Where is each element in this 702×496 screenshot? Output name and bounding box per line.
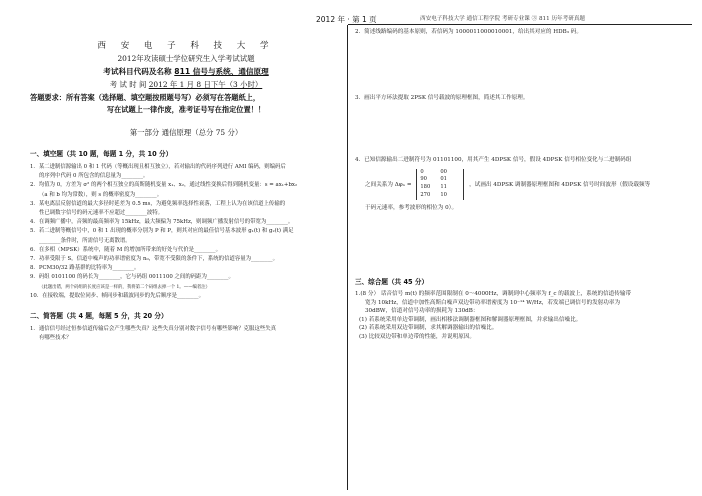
page-header-subject: 西安电子科技大学 通信工程学院 考研专业课 ③ 811 历年考研真题 — [420, 16, 586, 22]
sq4-relation-suffix: ，试画出 4DPSK 调制器原理框图和 4DPSK 信号时间波形（假设载频等 — [469, 181, 651, 188]
matrix-row: 270 10 — [420, 191, 447, 198]
q5-line-a: 5．若二进制等概信号中，0 和 1 出现的概率分别为 P 和 P，则其对应的最佳信号基本波形 g₁(t) 和 g₂(t) 满足 — [30, 228, 294, 235]
fill-question-5 — [30, 227, 342, 245]
short-question-1 — [30, 325, 342, 343]
cq1-part-3: (3) 比较双边带和单边带的性能，并说明原因。 — [359, 333, 475, 340]
page-header-label: 2012 年 · 第 1 页 — [316, 15, 377, 24]
sq4-relation-prefix: 之间关系为 Δφₙ = — [365, 181, 412, 188]
column-divider — [347, 25, 348, 490]
fill-question-4: 4．在调频广播中，音频的最高频率为 15kHz，最大频偏为 75kHz，则调频广播发射信号的带宽为________。 — [30, 219, 294, 226]
left-column — [30, 36, 342, 343]
fill-question-8: 8．PCM30/32 路基群的比特率为________。 — [30, 265, 140, 272]
part-title: 第一部分 通信原理（总分 75 分） — [129, 128, 243, 137]
q1-line-b: 的序列中代码 0 所包含的信息量为________。 — [39, 173, 149, 180]
q9-line-a: 9．码组 0101100 的码长为________，它与码组 0011100 之间的码距为________。 — [30, 274, 234, 281]
q5-line-b: ________条件时，所需信号无离散谱。 — [39, 237, 131, 244]
phase-mapping-matrix — [416, 169, 464, 200]
subject-name: 811 信号与系统、通信原理 — [174, 67, 269, 76]
notice-line-1: 答题要求：所有答案（选择题、填空题按照题号写）必须写在答题纸上， — [30, 93, 261, 102]
sq4-line-c: 于码元速率，参考波形的相位为 0）。 — [365, 204, 458, 211]
sq4-line-b — [355, 169, 690, 200]
section3-title: 三、综合题（共 45 分） — [355, 278, 429, 286]
header-rule — [348, 24, 692, 25]
fill-question-10: 10．在接收端，提取位同步、帧同步和载波同步的先后顺序是________。 — [30, 292, 204, 299]
q3-line-a: 3．某电离层反射信道的最大多径时延差为 0.5 ms，为避免频率选择性衰落，工程上认为在该信道上传输的 — [30, 200, 286, 207]
notice-line-2: 写在试题上一律作废，准考证号写在指定位置！！ — [106, 105, 266, 114]
fill-question-7: 7．功率受限于 S，信道中噪声的功率谱密度为 n₀，带宽不受限的条件下，系统的信道容量为________。 — [30, 256, 278, 263]
cq1-part-2: (2) 若系统采用双边带调制，求其解调器输出的信噪比。 — [359, 325, 498, 332]
fill-question-2 — [30, 181, 342, 199]
q1-line-a: 1．某二进制信源输出 0 和 1 代码（等概出现且相互独立），若对输出的代码序列进行 AMI 编码，则编码后 — [30, 164, 286, 170]
university-name: 西 安 电 子 科 技 大 学 — [97, 41, 275, 51]
short-question-4 — [355, 156, 690, 212]
cq1-line-a: 1.(8 分） 话音信号 m(t) 的频率范围限制在 0～4000Hz，调制到中心频率为 f_c 的载波上，系统的信道传输带 — [355, 291, 632, 297]
matrix-row: 180 11 — [420, 184, 447, 191]
q3-line-c: 性已调数字信号的码元速率不应超过________波特。 — [39, 210, 163, 217]
fill-question-6: 6．在多相（MPSK）系统中，随着 M 的增加所带来的好处与代价是________。 — [30, 246, 221, 253]
section1-title: 一、填空题（共 10 题，每题 1 分，共 10 分） — [30, 150, 173, 158]
sq4-line-a: 4．已知信源输出二进制符号为 01101100，用其产生 4DPSK 信号，假设 4DPSK 信号相位变化与二进制码组 — [355, 157, 632, 163]
q2-line-a: 2．均值为 0，方差为 σ² 的两个相互独立的高斯随机变量 x₁、x₂，通过线性变换后得到随机变量：s = ax₁+bx₂ — [30, 182, 298, 189]
exam-title: 2012年攻读硕士学位研究生入学考试试题 — [117, 54, 255, 63]
fill-question-1 — [30, 163, 342, 181]
cq1-line-b: 宽为 10kHz，信道中加性高斯白噪声双边带功率谱密度为 10⁻¹⁴ W/Hz，若发端已调信号的发射功率为 — [365, 299, 621, 306]
exam-time-value: 2012 年 1 月 8 日下午（3 小时） — [148, 80, 263, 89]
cq1-part-1: (1) 若系统采用单边带调制，画出相移法调制器框图和解调器原理框图，并求输出信噪比。 — [359, 316, 582, 323]
fill-question-9 — [30, 273, 342, 291]
section2-title: 二、简答题（共 4 题，每题 5 分，共 20 分） — [30, 312, 168, 321]
matrix-row: 0 00 — [420, 168, 447, 175]
comprehensive-question-1 — [355, 290, 690, 342]
sq1-line-a: 1．通信信号经过恒参信道传输后会产生哪些失真？这些失真分别对数字信号有哪些影响？克服这些失真 — [30, 326, 277, 333]
q2-line-b: （a 和 b 均为常数），则 s 的概率密度为________。 — [39, 191, 163, 198]
short-question-2: 2．简述线路编码的基本原则，若信码为 1000011000010001，给出其对应的 HDB₃ 码。 — [355, 29, 582, 35]
matrix-row: 90 01 — [420, 176, 447, 183]
exam-time-line — [30, 79, 342, 90]
q9-editor-note: （此题出错，两个码组的长度应该是一样的，我将第二个码组去掉一个 1。——编者注） — [39, 284, 211, 290]
subject-prefix: 考试科目代码及名称 — [103, 67, 172, 76]
fill-question-3 — [30, 200, 342, 218]
exam-time-label: 考 试 时 间 — [109, 80, 147, 89]
cq1-line-c: 30dBW，信道对信号功率的损耗为 130dB： — [365, 308, 479, 315]
short-question-3: 3．画出平方环法提取 2PSK 信号载波的原理框图，简述其工作原理。 — [355, 95, 529, 101]
subject-line — [30, 66, 342, 77]
sq1-line-b: 有哪些技术？ — [39, 335, 72, 342]
